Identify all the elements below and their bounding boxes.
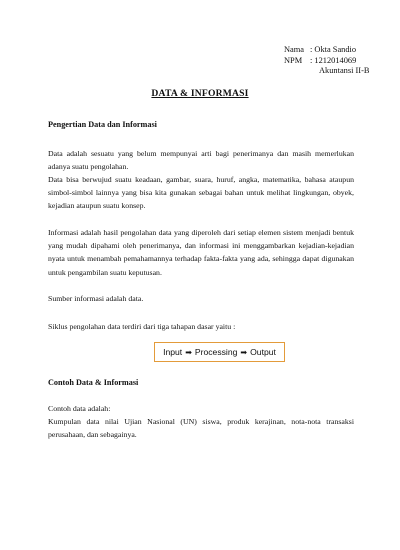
right-arrow-icon: ➡: [240, 347, 248, 357]
npm-value: : 1212014069: [310, 55, 357, 65]
right-arrow-icon: ➡: [185, 347, 192, 357]
paragraph-siklus: Siklus pengolahan data terdiri dari tiga tahapan dasar yaitu :: [48, 322, 236, 331]
paragraph-informasi-definition: Informasi adalah hasil pengolahan data yang diperoleh dari setiap elemen sistem menjadi bentuk yang mudah dipahami oleh penerimanya, dan informasi ini menggambarkan kejadian-kejadian nyata untuk menambah pemahamannya terhadap fakta-fakta yang ada, sehingga dapat digunakan untuk pengambilan suatu keputusan.: [48, 228, 354, 277]
nama-value: : Okta Sandio: [310, 45, 357, 54]
paragraph-sumber-informasi: Sumber informasi adalah data.: [48, 294, 144, 303]
paragraph-contoh-data-list: Kumpulan data nilai Ujian Nasional (UN) siswa, produk kerajinan, nota-nota transaksi perusahaan, dan sebagainya.: [48, 417, 354, 440]
page-title: DATA & INFORMASI: [151, 88, 249, 99]
student-info: [284, 45, 369, 77]
paragraph-contoh-data-intro: Contoh data adalah:: [48, 404, 111, 413]
nama-row: [284, 45, 369, 56]
paragraph-data-definition: Data adalah sesuatu yang belum mempunyai arti bagi penerimanya dan masih memerlukan adanya suatu pengolahan.: [48, 149, 354, 172]
data-processing-flow-box: [154, 342, 285, 362]
npm-label: NPM: [284, 55, 303, 65]
npm-row: [284, 56, 369, 67]
flow-input: Input: [163, 347, 183, 357]
section-heading-contoh: Contoh Data & Informasi: [48, 378, 139, 387]
kelas-value: Akuntansi II-B: [319, 66, 370, 75]
section-heading-pengertian: Pengertian Data dan Informasi: [48, 120, 157, 129]
flow-output: Output: [250, 347, 276, 357]
nama-label: Nama: [284, 45, 304, 54]
flow-processing: Processing: [194, 347, 238, 357]
paragraph-data-forms: Data bisa berwujud suatu keadaan, gambar, suara, huruf, angka, matematika, bahasa ataupun simbol-simbol lainnya yang bisa kita gunakan sebagai bahan untuk melihat lingkungan, obyek, kejadian ataupun suatu konsep.: [48, 175, 354, 211]
